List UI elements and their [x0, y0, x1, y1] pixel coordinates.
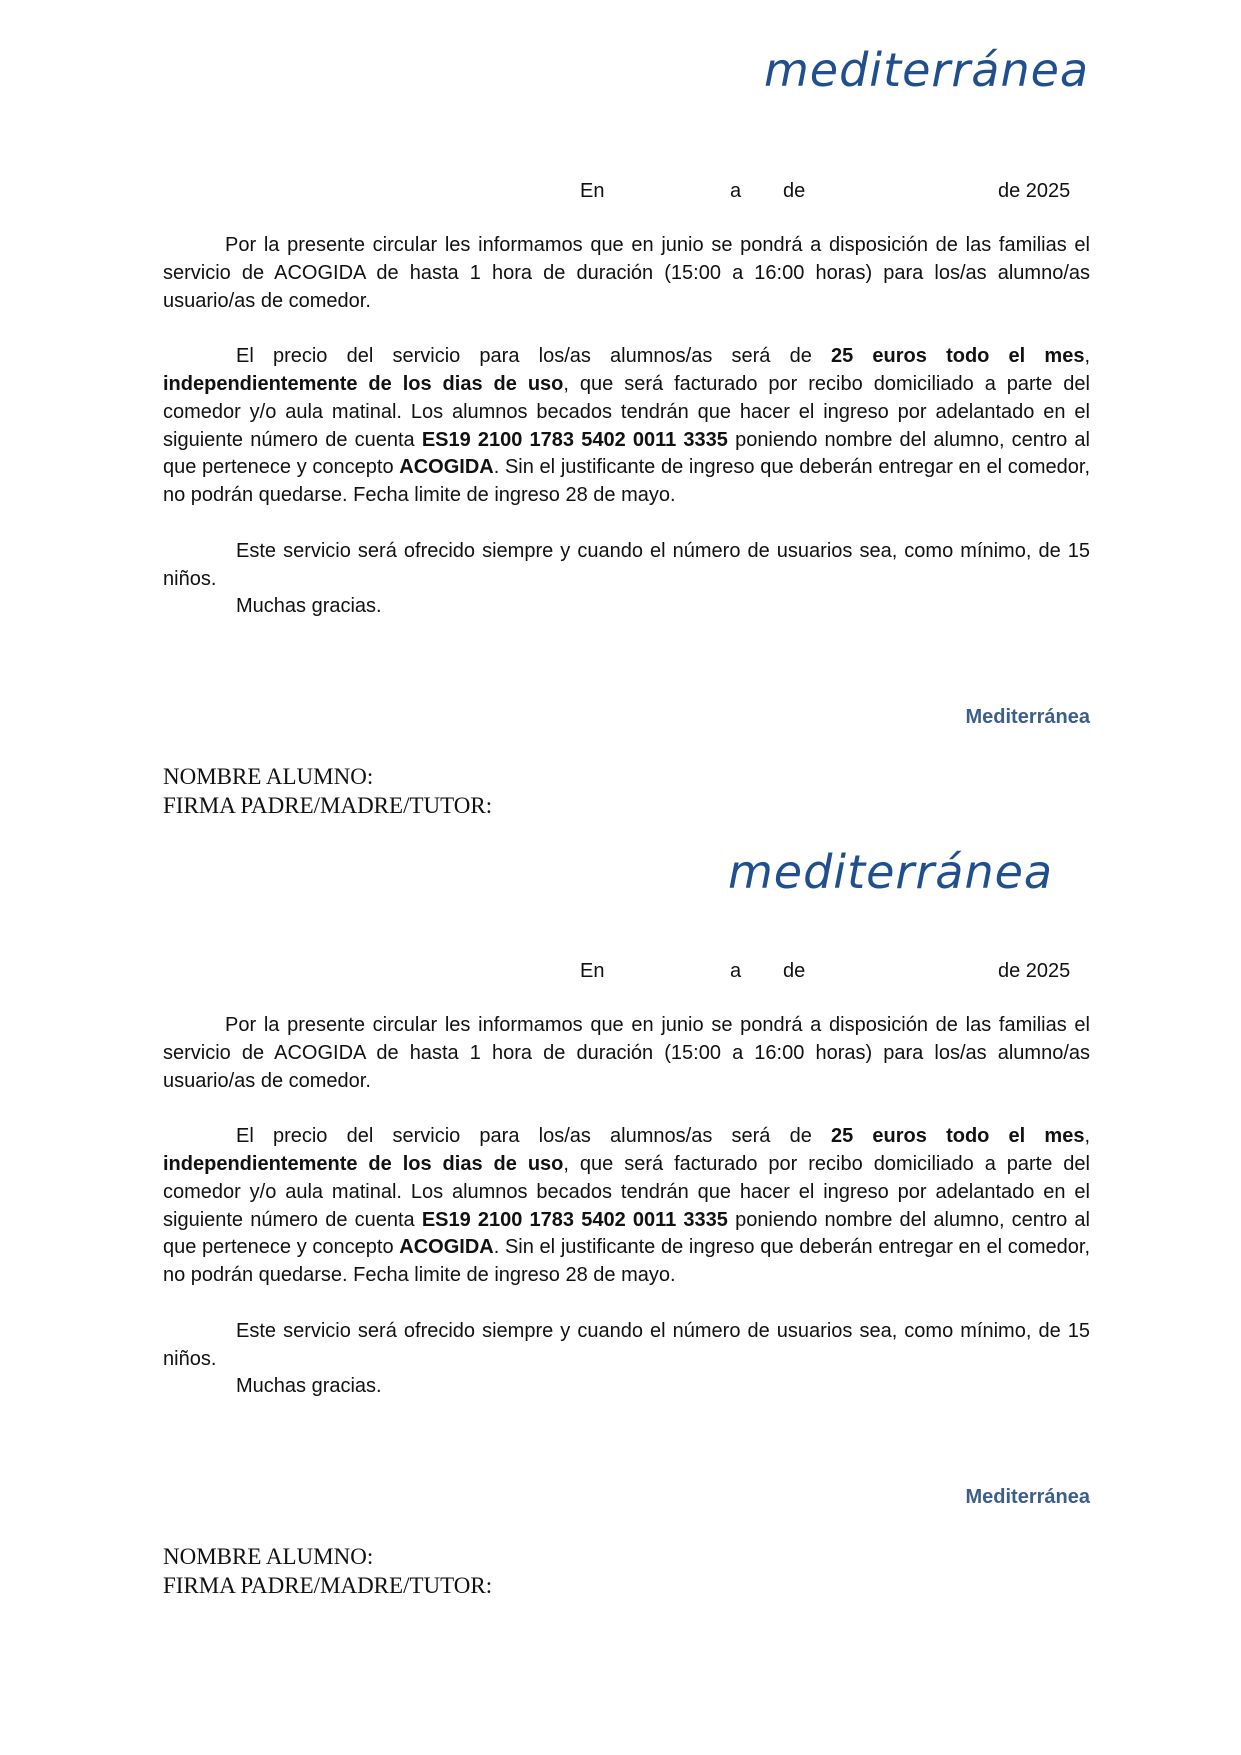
paragraph-intro: Por la presente circular les informamos que en junio se pondrá a disposición de las familias el servicio de ACOGIDA de hasta 1 hora de duración (15:00 a 16:00 horas) para los/as alumno/as usuario/as de comedor.: [163, 1014, 1090, 1092]
price-amount: 25 euros todo el mes: [831, 1125, 1085, 1148]
brand-logo: [762, 42, 1112, 102]
date-day-separator: a: [730, 180, 742, 202]
paragraph-minimum-users: Este servicio será ofrecido siempre y cuando el número de usuarios sea, como mínimo, de 15 niños.: [163, 1319, 1090, 1370]
circular-copy-2: [0, 780, 1241, 1598]
field-student-name: NOMBRE ALUMNO:: [163, 764, 374, 789]
paragraph-intro: Por la presente circular les informamos que en junio se pondrá a disposición de las familias el servicio de ACOGIDA de hasta 1 hora de duración (15:00 a 16:00 horas) para los/as alumno/as usuario/as de comedor.: [163, 234, 1090, 312]
closing-thanks: Muchas gracias.: [236, 1375, 382, 1398]
signoff-company: Mediterránea: [965, 1486, 1090, 1508]
response-form: [163, 1542, 492, 1600]
date-month-separator: de: [783, 960, 806, 982]
paragraph-price: El precio del servicio para los/as alumnos/as será de 25 euros todo el mes, independientemente de los dias de uso, que será facturado por recibo domiciliado a parte del comedor y/o aula matinal. Los alumnos becados tendrán que hacer el ingreso por adelantado en el siguiente número de cuenta ES19 2100 1783 5402 0011 3335 poniendo nombre del alumno, centro al que pertenece y concepto ACOGIDA. Sin el justificante de ingreso que deberán entregar en el comedor, no podrán quedarse. Fecha limite de ingreso 28 de mayo.: [163, 345, 1090, 507]
field-student-name: NOMBRE ALUMNO:: [163, 1544, 374, 1569]
date-month-separator: de: [783, 180, 806, 202]
date-year: de 2025: [998, 960, 1071, 982]
brand-logo-image: [762, 42, 1112, 102]
letter-body: [163, 232, 1090, 621]
brand-logo: [726, 844, 1076, 904]
field-guardian-signature: FIRMA PADRE/MADRE/TUTOR:: [163, 1573, 493, 1598]
date-year: de 2025: [998, 180, 1071, 202]
svg-text:mediterránea: mediterránea: [728, 845, 1054, 899]
payment-concept: ACOGIDA: [399, 1236, 494, 1259]
date-line: [0, 180, 1241, 204]
svg-text:mediterránea: mediterránea: [764, 43, 1090, 97]
field-guardian-signature: FIRMA PADRE/MADRE/TUTOR:: [163, 793, 493, 818]
price-amount: 25 euros todo el mes: [831, 345, 1085, 368]
date-line: [0, 960, 1241, 984]
payment-concept: ACOGIDA: [399, 456, 494, 479]
paragraph-minimum-users: Este servicio será ofrecido siempre y cuando el número de usuarios sea, como mínimo, de 15 niños.: [163, 539, 1090, 590]
price-condition: independientemente de los dias de uso: [163, 1152, 564, 1175]
bank-account-number: ES19 2100 1783 5402 0011 3335: [421, 1208, 728, 1231]
bank-account-number: ES19 2100 1783 5402 0011 3335: [421, 428, 728, 451]
closing-thanks: Muchas gracias.: [236, 595, 382, 618]
circular-copy-1: [0, 0, 1241, 818]
brand-logo-image: [726, 844, 1076, 904]
signoff-company: Mediterránea: [965, 706, 1090, 728]
price-condition: independientemente de los dias de uso: [163, 372, 564, 395]
paragraph-price: El precio del servicio para los/as alumnos/as será de 25 euros todo el mes, independientemente de los dias de uso, que será facturado por recibo domiciliado a parte del comedor y/o aula matinal. Los alumnos becados tendrán que hacer el ingreso por adelantado en el siguiente número de cuenta ES19 2100 1783 5402 0011 3335 poniendo nombre del alumno, centro al que pertenece y concepto ACOGIDA. Sin el justificante de ingreso que deberán entregar en el comedor, no podrán quedarse. Fecha limite de ingreso 28 de mayo.: [163, 1125, 1090, 1287]
date-day-separator: a: [730, 960, 742, 982]
date-en-label: En: [580, 960, 605, 982]
date-en-label: En: [580, 180, 605, 202]
letter-body: [163, 1012, 1090, 1401]
